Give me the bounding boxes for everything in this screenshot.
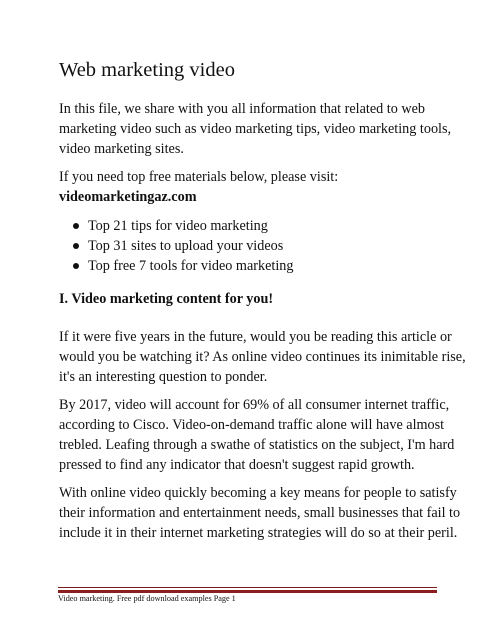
list-item — [59, 216, 449, 236]
intro-line: marketing video such as video marketing tips, video marketing tools, — [59, 121, 452, 137]
paragraph-line: according to Cisco. Video-on-demand traffic alone will have almost — [59, 417, 445, 433]
paragraph-line: pressed to find any indicator that doesn't suggest rapid growth. — [59, 457, 415, 473]
list-item — [59, 256, 449, 276]
section-heading: I. Video marketing content for you! — [59, 291, 274, 307]
paragraph-line: it's an interesting question to ponder. — [59, 369, 268, 385]
body-paragraph-3 — [59, 483, 461, 543]
footer-divider-thick — [58, 590, 437, 593]
paragraph-line: With online video quickly becoming a key means for people to satisfy — [59, 485, 457, 501]
bullet-icon — [73, 263, 79, 269]
list-item-label: Top 31 sites to upload your videos — [88, 238, 284, 254]
paragraph-line: By 2017, video will account for 69% of all consumer internet traffic, — [59, 397, 450, 413]
intro-paragraph — [59, 99, 452, 159]
footer-divider — [58, 587, 437, 588]
page-title: Web marketing video — [59, 59, 235, 81]
paragraph-line: trebled. Leafing through a swathe of statistics on the subject, I'm hard — [59, 437, 455, 453]
paragraph-line: would you be watching it? As online video continues its inimitable rise, — [59, 349, 466, 365]
list-item-label: Top free 7 tools for video marketing — [88, 258, 294, 274]
paragraph-line: include it in their internet marketing strategies will do so at their peril. — [59, 525, 458, 541]
visit-paragraph — [59, 167, 449, 207]
visit-text: If you need top free materials below, please visit: — [59, 169, 339, 185]
page-footer: Video marketing. Free pdf download examples Page 1 — [58, 594, 236, 603]
site-link[interactable]: videomarketingaz.com — [59, 189, 197, 205]
bullet-icon — [73, 243, 79, 249]
bullet-icon — [73, 223, 79, 229]
resource-list — [59, 216, 449, 276]
list-item-label: Top 21 tips for video marketing — [88, 218, 268, 234]
paragraph-line: If it were five years in the future, would you be reading this article or — [59, 329, 452, 345]
intro-line: In this file, we share with you all information that related to web — [59, 101, 426, 117]
body-paragraph-2 — [59, 395, 455, 475]
paragraph-line: their information and entertainment needs, small businesses that fail to — [59, 505, 461, 521]
intro-line: video marketing sites. — [59, 141, 184, 157]
list-item — [59, 236, 449, 256]
body-paragraph-1 — [59, 327, 466, 387]
